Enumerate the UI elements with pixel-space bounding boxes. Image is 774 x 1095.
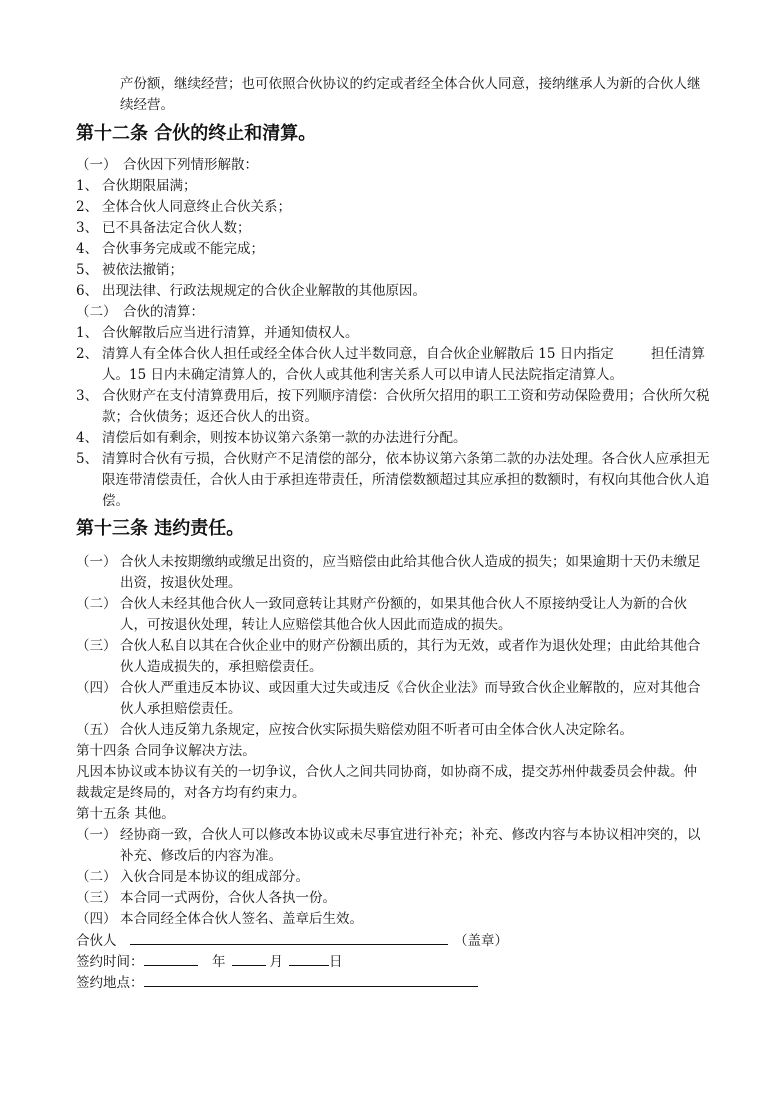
article-14-text: 凡因本协议或本协议有关的一切争议，合伙人之间共同协商，如协商不成，提交苏州仲裁委员会仲裁。仲 [76, 764, 697, 780]
item-label: （四） [76, 911, 117, 927]
other-item-3 [76, 888, 336, 908]
item-label: （五） [76, 722, 117, 738]
item-text: 本合同一式两份，合伙人各执一份。 [120, 890, 336, 906]
clearing-item-3 [76, 386, 710, 406]
item-number: 1、 [76, 325, 99, 341]
signature-date-row [76, 951, 343, 972]
section-text: 合伙因下列情形解散： [123, 157, 258, 173]
item-number: 2、 [76, 199, 99, 215]
item-number: 4、 [76, 430, 99, 446]
item-text: 经协商一致，合伙人可以修改本协议或未尽事宜进行补充；补充、修改内容与本协议相冲突的，以 [120, 827, 701, 843]
liability-item-3 [76, 636, 701, 656]
item-text: 合伙人严重违反本协议、或因重大过失或违反《合伙企业法》而导致合伙企业解散的，应对其他合 [120, 680, 701, 696]
intro-line-1: 产份额，继续经营；也可依照合伙协议的约定或者经全体合伙人同意，接纳继承人为新的合伙人继 [120, 76, 701, 92]
clearing-item-4 [76, 428, 467, 448]
clearing-item-3-cont: 款；合伙债务；返还合伙人的出资。 [102, 409, 318, 425]
item-text: 合伙财产在支付清算费用后，按下列顺序清偿：合伙所欠招用的职工工资和劳动保险费用；合伙所欠税 [102, 388, 710, 404]
clearing-item-5 [76, 449, 710, 469]
item-label: （一） [76, 827, 117, 843]
list-item [76, 281, 426, 301]
seal-label: （盖章） [454, 933, 508, 949]
other-item-1 [76, 825, 701, 845]
day-label: 日 [329, 954, 343, 970]
clearing-item-5-cont: 偿。 [102, 493, 129, 509]
article-14-text-cont: 裁裁定是终局的，对各方均有约束力。 [76, 785, 306, 801]
signature-place-row [76, 972, 478, 993]
liability-item-3-cont: 伙人造成损失的，承担赔偿责任。 [120, 659, 323, 675]
signature-partner-row [76, 930, 508, 951]
list-item [76, 218, 251, 238]
section-label: （二） [76, 304, 117, 320]
art12-section-1 [76, 155, 258, 175]
item-label: （四） [76, 680, 117, 696]
item-text: 合伙人私自以其在合伙企业中的财产份额出质的，其行为无效，或者作为退伙处理；由此给其他合 [120, 638, 701, 654]
art12-section-2 [76, 302, 204, 322]
item-text: 合伙期限届满； [102, 178, 197, 194]
item-text: 清算时合伙有亏损，合伙财产不足清偿的部分，依本协议第六条第二款的办法处理。各合伙人应承担无 [102, 451, 710, 467]
item-number: 3、 [76, 220, 99, 236]
list-item [76, 197, 291, 217]
liability-item-4-cont: 伙人承担赔偿责任。 [120, 701, 242, 717]
intro-line-2: 续经营。 [120, 97, 174, 113]
year-label: 年 [212, 954, 226, 970]
item-text: 全体合伙人同意终止合伙关系； [102, 199, 291, 215]
clearing-item-2 [76, 344, 614, 364]
clearing-item-2-tail: 担任清算 [651, 346, 705, 362]
place-label: 签约地点： [76, 975, 144, 991]
item-number: 1、 [76, 178, 99, 194]
article-12-title: 第十二条 合伙的终止和清算。 [76, 123, 317, 144]
clearing-item-5-cont: 限连带清偿责任，合伙人由于承担连带责任，所清偿数额超过其应承担的数额时，有权向其他合伙人追 [102, 472, 710, 488]
item-number: 5、 [76, 262, 99, 278]
liability-item-5 [76, 720, 633, 740]
partner-signature-field[interactable] [130, 930, 448, 945]
list-item [76, 260, 183, 280]
day-field[interactable] [289, 951, 329, 966]
item-text: 合伙解散后应当进行清算，并通知债权人。 [102, 325, 359, 341]
article-13-title: 第十三条 违约责任。 [76, 518, 245, 539]
item-text: 本合同经全体合伙人签名、盖章后生效。 [120, 911, 363, 927]
item-text: 出现法律、行政法规规定的合伙企业解散的其他原因。 [102, 283, 426, 299]
date-label: 签约时间： [76, 954, 144, 970]
place-field[interactable] [144, 972, 478, 987]
item-text: 清算人有全体合伙人担任或经全体合伙人过半数同意，自合伙企业解散后 15 日内指定 [102, 346, 614, 362]
item-number: 4、 [76, 241, 99, 257]
other-item-4 [76, 909, 363, 929]
item-text: 合伙事务完成或不能完成； [102, 241, 264, 257]
item-text: 合伙人违反第九条规定，应按合伙实际损失赔偿劝阻不听者可由全体合伙人决定除名。 [120, 722, 633, 738]
list-item [76, 176, 197, 196]
other-item-1-cont: 补充、修改后的内容为准。 [120, 848, 282, 864]
item-number: 6、 [76, 283, 99, 299]
item-text: 清偿后如有剩余，则按本协议第六条第一款的办法进行分配。 [102, 430, 467, 446]
article-15-title: 第十五条 其他。 [76, 806, 175, 822]
section-text: 合伙的清算： [123, 304, 204, 320]
item-label: （一） [76, 554, 117, 570]
liability-item-1 [76, 552, 701, 572]
liability-item-4 [76, 678, 701, 698]
item-number: 5、 [76, 451, 99, 467]
item-number: 2、 [76, 346, 99, 362]
month-field[interactable] [232, 951, 266, 966]
item-label: （二） [76, 596, 117, 612]
item-text: 被依法撤销； [102, 262, 183, 278]
item-text: 入伙合同是本协议的组成部分。 [120, 869, 309, 885]
item-label: （三） [76, 890, 117, 906]
item-text: 已不具备法定合伙人数； [102, 220, 251, 236]
list-item [76, 239, 264, 259]
clearing-item-2-cont: 人。15 日内未确定清算人的，合伙人或其他利害关系人可以申请人民法院指定清算人。 [102, 367, 623, 383]
month-label: 月 [269, 954, 283, 970]
partner-label: 合伙人 [76, 933, 117, 949]
liability-item-1-cont: 出资，按退伙处理。 [120, 575, 242, 591]
item-text: 合伙人未经其他合伙人一致同意转让其财产份额的，如果其他合伙人不原接纳受让人为新的合伙 [120, 596, 687, 612]
liability-item-2 [76, 594, 687, 614]
clearing-item-1 [76, 323, 359, 343]
item-label: （三） [76, 638, 117, 654]
year-field[interactable] [144, 951, 198, 966]
item-number: 3、 [76, 388, 99, 404]
item-text: 合伙人未按期缴纳或缴足出资的，应当赔偿由此给其他合伙人造成的损失；如果逾期十天仍未缴足 [120, 554, 701, 570]
section-label: （一） [76, 157, 117, 173]
item-label: （二） [76, 869, 117, 885]
article-14-title: 第十四条 合同争议解决方法。 [76, 743, 256, 759]
liability-item-2-cont: 人，可按退伙处理，转让人应赔偿其他合伙人因此而造成的损失。 [120, 617, 512, 633]
other-item-2 [76, 867, 309, 887]
